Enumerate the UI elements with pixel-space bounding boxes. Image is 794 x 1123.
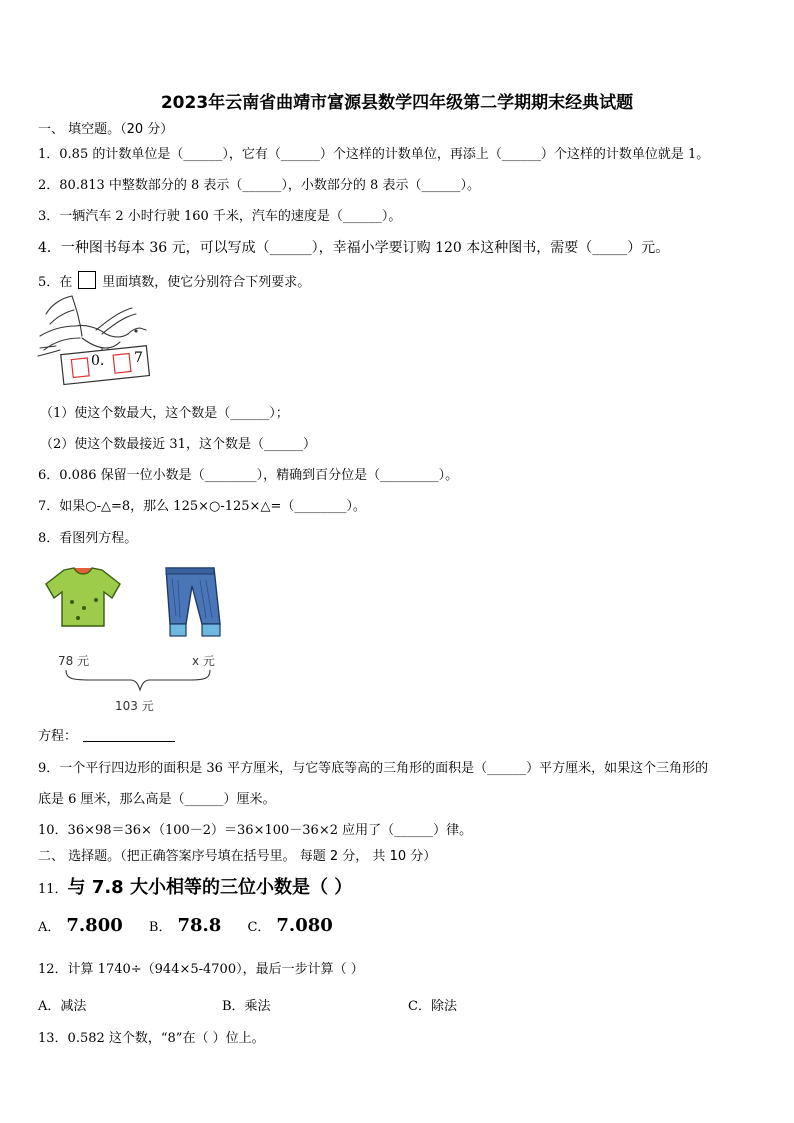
question-3: 3．一辆汽车 2 小时行驶 160 千米，汽车的速度是（______）。 bbox=[38, 209, 402, 224]
question-12-option-c[interactable]: C．除法 bbox=[408, 999, 457, 1014]
question-11-text: 与 7.8 大小相等的三位小数是（ ） bbox=[67, 877, 353, 898]
question-12: 12．计算 1740÷（944×5-4700），最后一步计算（ ） bbox=[38, 962, 364, 977]
question-12-option-a[interactable]: A．减法 bbox=[38, 999, 87, 1014]
option-b[interactable]: B． 78.8 bbox=[148, 915, 222, 936]
equation-line bbox=[38, 729, 175, 745]
label-total-price: 103 元 bbox=[115, 699, 154, 713]
question-5-part-2: （2）使这个数最接近 31，这个数是（______） bbox=[40, 437, 316, 452]
question-11-options bbox=[38, 915, 333, 936]
question-1: 1．0.85 的计数单位是（______），它有（______）个这样的计数单位，再添上（______）个这样的计数单位就是 1。 bbox=[38, 147, 710, 162]
question-10: 10．36×98＝36×（100－2）＝36×100－36×2 应用了（______）律。 bbox=[38, 823, 473, 838]
sum-brace bbox=[60, 668, 220, 694]
label-shirt-price: 78 元 bbox=[58, 654, 90, 668]
option-a[interactable]: A． 7.800 bbox=[38, 915, 123, 936]
equation-label: 方程： bbox=[38, 729, 78, 744]
question-11-number: 11． bbox=[38, 882, 68, 897]
pants-icon bbox=[160, 566, 226, 640]
blank-box-icon bbox=[78, 271, 96, 289]
section-choice-heading: 二、 选择题。（把正确答案序号填在括号里。 每题 2 分， 共 10 分） bbox=[38, 849, 437, 864]
page-title: 2023年云南省曲靖市富源县数学四年级第二学期期末经典试题 bbox=[160, 93, 634, 113]
equation-blank[interactable] bbox=[83, 729, 175, 742]
shirt-icon bbox=[44, 566, 122, 628]
sign-digit-seven: 7 bbox=[134, 350, 143, 366]
question-13: 13．0.582 这个数，“8”在（ ）位上。 bbox=[38, 1031, 265, 1046]
question-5-prefix: 5．在 bbox=[38, 275, 73, 290]
option-c[interactable]: C． 7.080 bbox=[247, 915, 333, 936]
label-pants-price: x 元 bbox=[192, 654, 215, 668]
question-6: 6．0.086 保留一位小数是（________），精确到百分位是（_________）。 bbox=[38, 468, 459, 483]
dove-sign-illustration bbox=[36, 294, 160, 396]
question-8: 8．看图列方程。 bbox=[38, 531, 138, 546]
question-5-suffix: 里面填数，使它分别符合下列要求。 bbox=[102, 275, 311, 290]
question-7: 7．如果○-△=8，那么 125×○-125×△=（________）。 bbox=[38, 499, 366, 514]
question-9-line-2: 底是 6 厘米，那么高是（______）厘米。 bbox=[38, 792, 276, 807]
sign-decimal-point: 0. bbox=[91, 353, 105, 369]
question-5-part-1: （1）使这个数最大，这个数是（______）； bbox=[40, 406, 289, 421]
question-4: 4．一种图书每本 36 元，可以写成（______），幸福小学要订购 120 本这种图书，需要（_____）元。 bbox=[38, 240, 670, 256]
question-11 bbox=[38, 877, 352, 899]
section-fill-in-heading: 一、 填空题。（20 分） bbox=[38, 122, 174, 137]
question-9-line-1: 9．一个平行四边形的面积是 36 平方厘米，与它等底等高的三角形的面积是（______）平方厘米，如果这个三角形的 bbox=[38, 761, 709, 776]
question-12-option-b[interactable]: B．乘法 bbox=[222, 999, 271, 1014]
question-2: 2．80.813 中整数部分的 8 表示（______），小数部分的 8 表示（______）。 bbox=[38, 178, 480, 193]
question-5 bbox=[38, 271, 310, 291]
